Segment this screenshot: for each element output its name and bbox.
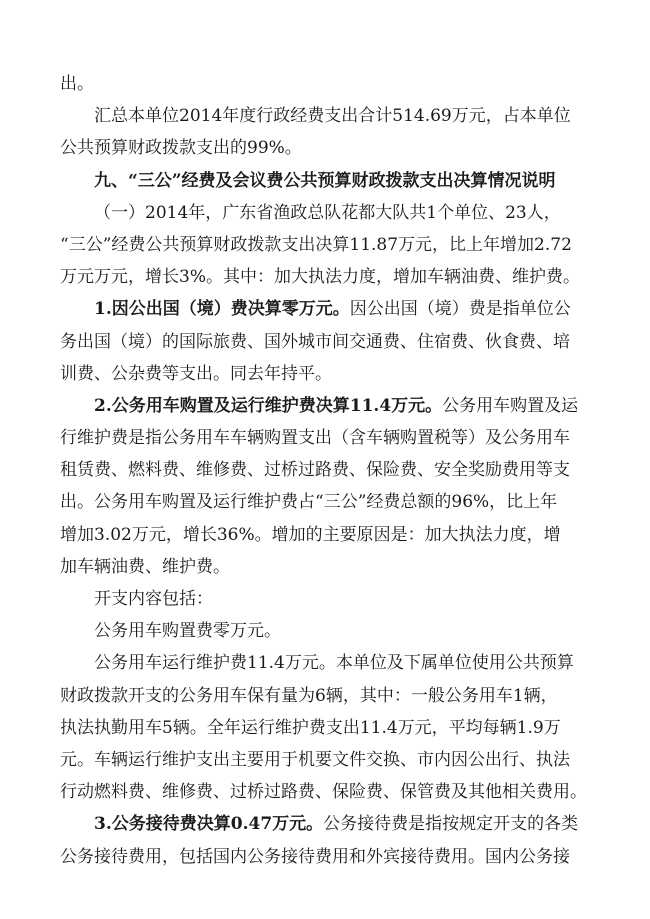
text-line-13: 租赁费、燃料费、维修费、过桥过路费、保险费、安全奖励费用等支 [60,460,570,481]
text-line-21: 执法执勤用车5辆。全年运行维护费支出11.4万元，平均每辆1.9万 [60,717,561,738]
text-line-16: 加车辆油费、维护费。 [60,556,230,577]
text-line-10: 训费、公杂费等支出。同去年持平。 [60,363,332,384]
text-line-22: 元。车辆运行维护支出主要用于机要文件交换、市内因公出行、执法 [60,749,570,770]
text-line-25: 公务接待费用，包括国内公务接待费用和外宾接待费用。国内公务接 [60,846,570,867]
text-line-19: 公务用车运行维护费11.4万元。本单位及下属单位使用公共预算 [94,653,574,674]
item-heading-2: 2.公务用车购置及运行维护费决算11.4万元。 [94,395,443,416]
text-line-6: “三公”经费公共预算财政拨款支出决算11.87万元，比上年增加2.72 [60,234,572,255]
text-line-14: 出。公务用车购置及运行维护费占“三公”经费总额的96%，比上年 [60,492,558,513]
text-line-7: 万元万元，增长3%。其中：加大执法力度，增加车辆油费、维护费。 [60,267,580,288]
text-line-11-body: 公务用车购置及运 [442,395,579,416]
text-line-2: 汇总本单位2014年度行政经费支出合计514.69万元，占本单位 [94,106,571,127]
text-line-23: 行动燃料费、维修费、过桥过路费、保险费、保管费及其他相关费用。 [60,782,587,803]
text-line-15: 增加3.02万元，增长36%。增加的主要原因是：加大执法力度，增 [60,524,561,545]
section-heading-nine: 九、“三公”经费及会议费公共预算财政拨款支出决算情况说明 [94,170,556,191]
text-line-12: 行维护费是指公务用车车辆购置支出（含车辆购置税等）及公务用车 [60,428,570,449]
text-line-9: 务出国（境）的国际旅费、国外城市间交通费、住宿费、伙食费、培 [60,331,570,352]
text-line-8-body: 因公出国（境）费是指单位公 [349,299,571,320]
text-line-18: 公务用车购置费零万元。 [94,621,281,642]
text-line-1: 出。 [60,74,94,94]
text-line-8 [60,293,590,325]
text-line-5: （一）2014年，广东省渔政总队花都大队共1个单位、23人， [94,202,561,223]
text-line-17: 开支内容包括： [94,589,213,609]
text-line-11 [60,390,590,422]
text-line-24-body: 公务接待费是指按规定开支的各类 [323,814,579,835]
text-line-3: 公共预算财政拨款支出的99%。 [60,138,302,159]
text-line-20: 财政拨款开支的公务用车保有量为6辆，其中：一般公务用车1辆， [60,685,558,706]
item-heading-1: 1.因公出国（境）费决算零万元。 [94,299,350,320]
item-heading-3: 3.公务接待费决算0.47万元。 [94,814,324,835]
text-line-24 [60,808,590,840]
